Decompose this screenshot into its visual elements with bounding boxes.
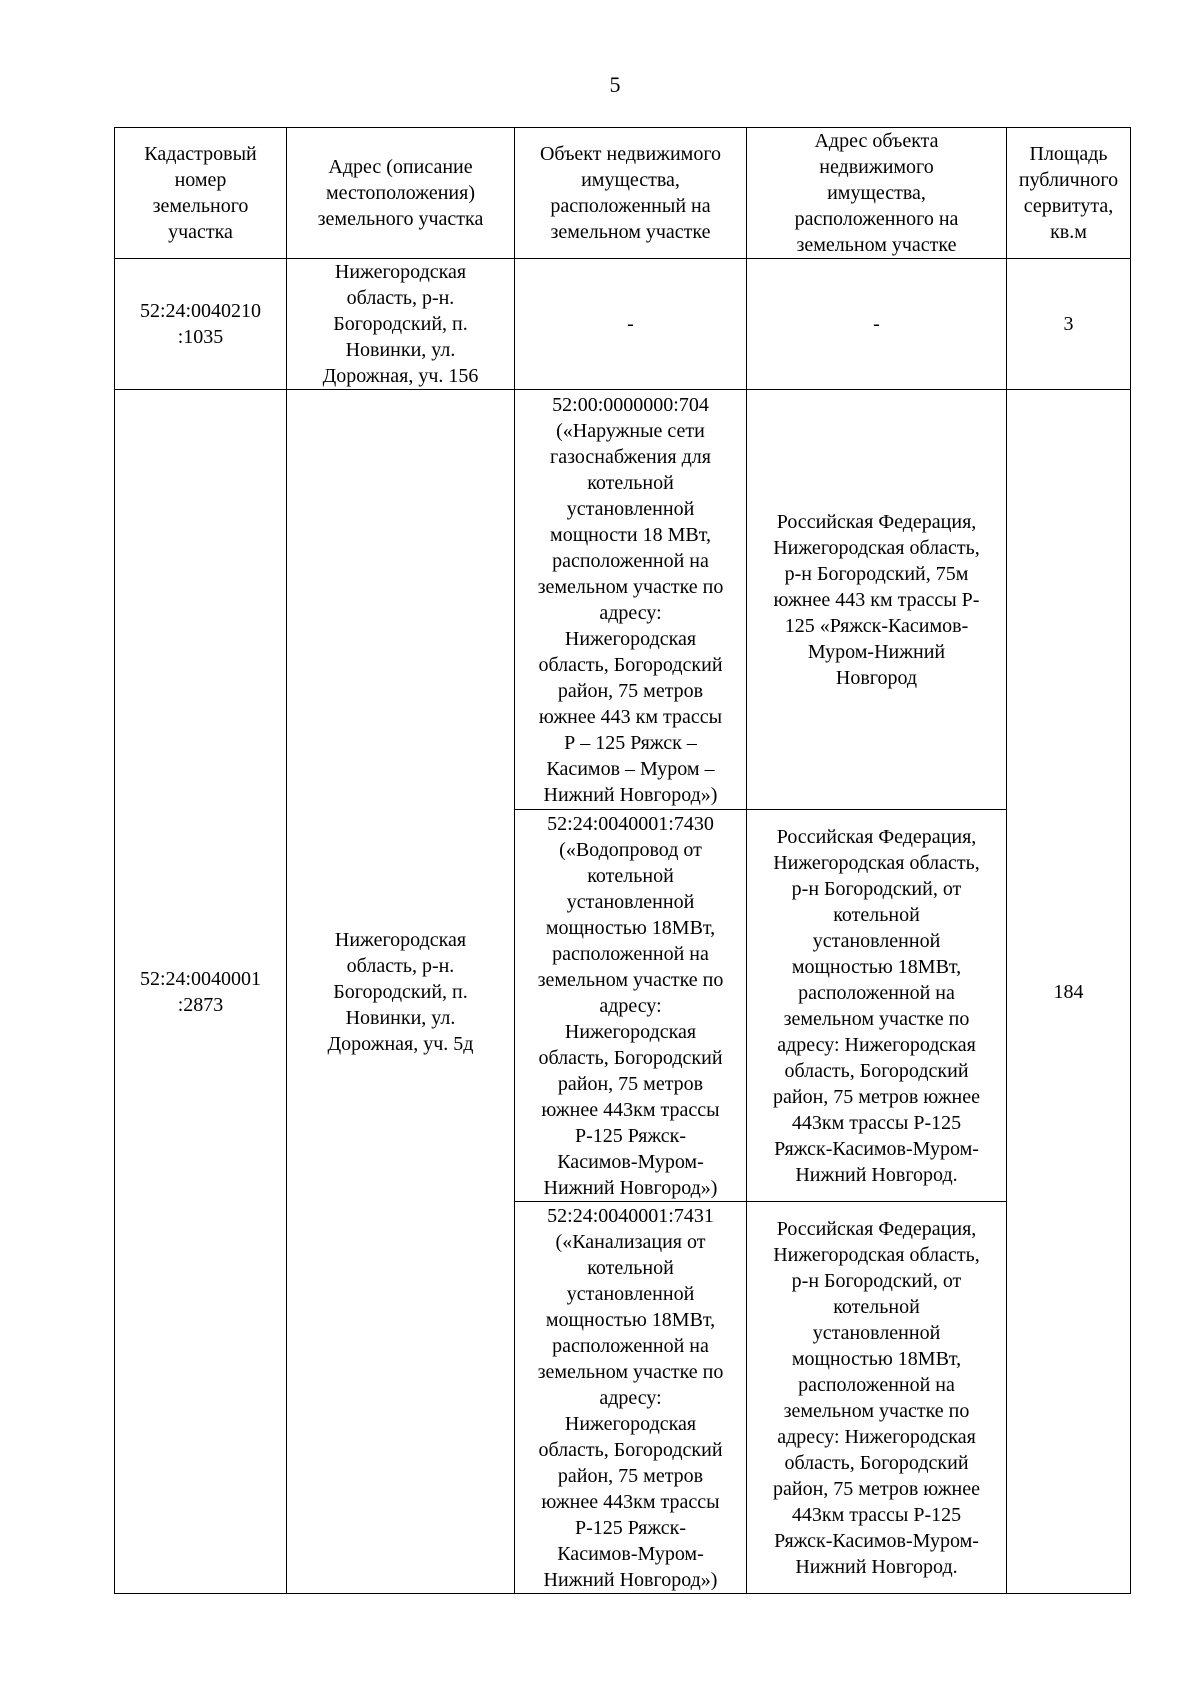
table-header-row (115, 128, 1131, 259)
cadastral-number-cell: 52:24:0040001 :2873 (115, 390, 287, 1594)
object-address-cell: - (747, 259, 1007, 390)
header-servitude-area: Площадь публичного сервитута, кв.м (1007, 128, 1131, 259)
table-row (115, 390, 1131, 810)
real-estate-object-cell: 52:24:0040001:7430 («Водопровод от котельной установленной мощностью 18МВт, расположенной на земельном участке по адресу: Нижегородская область, Богородский район, 75 метров южнее 443км трассы Р-125 Ряжск- Касимов-Муром- Нижний Новгород») (515, 810, 747, 1202)
object-address-cell: Российская Федерация, Нижегородская область, р-н Богородский, от котельной установленной мощностью 18МВт, расположенной на земельном участке по адресу: Нижегородская область, Богородский район, 75 метров южнее 443км трассы Р-125 Ряжск-Касимов-Муром- Нижний Новгород. (747, 1202, 1007, 1594)
header-land-address: Адрес (описание местоположения) земельного участка (287, 128, 515, 259)
page-number: 5 (609, 72, 621, 97)
object-address-cell: Российская Федерация, Нижегородская область, р-н Богородский, от котельной установленной мощностью 18МВт, расположенной на земельном участке по адресу: Нижегородская область, Богородский район, 75 метров южнее 443км трассы Р-125 Ряжск-Касимов-Муром- Нижний Новгород. (747, 810, 1007, 1202)
table-row (115, 259, 1131, 390)
header-object-address: Адрес объекта недвижимого имущества, расположенного на земельном участке (747, 128, 1007, 259)
servitude-table (114, 127, 1131, 1594)
real-estate-object-cell: 52:24:0040001:7431 («Канализация от котельной установленной мощностью 18МВт, расположенной на земельном участке по адресу: Нижегородская область, Богородский район, 75 метров южнее 443км трассы Р-125 Ряжск- Касимов-Муром- Нижний Новгород») (515, 1202, 747, 1594)
real-estate-object-cell: - (515, 259, 747, 390)
servitude-area-cell: 184 (1007, 390, 1131, 1594)
servitude-area-cell: 3 (1007, 259, 1131, 390)
land-address-cell: Нижегородская область, р-н. Богородский, п. Новинки, ул. Дорожная, уч. 156 (287, 259, 515, 390)
header-cadastral-number: Кадастровый номер земельного участка (115, 128, 287, 259)
header-real-estate-object: Объект недвижимого имущества, расположенный на земельном участке (515, 128, 747, 259)
real-estate-object-cell: 52:00:0000000:704 («Наружные сети газоснабжения для котельной установленной мощности 18 МВт, расположенной на земельном участке по адресу: Нижегородская область, Богородский район, 75 метров южнее 443 км трассы Р – 125 Ряжск – Касимов – Муром – Нижний Новгород») (515, 390, 747, 810)
land-address-cell: Нижегородская область, р-н. Богородский, п. Новинки, ул. Дорожная, уч. 5д (287, 390, 515, 1594)
object-address-cell: Российская Федерация, Нижегородская область, р-н Богородский, 75м южнее 443 км трассы Р- 125 «Ряжск-Касимов- Муром-Нижний Новгород (747, 390, 1007, 810)
cadastral-number-cell: 52:24:0040210 :1035 (115, 259, 287, 390)
